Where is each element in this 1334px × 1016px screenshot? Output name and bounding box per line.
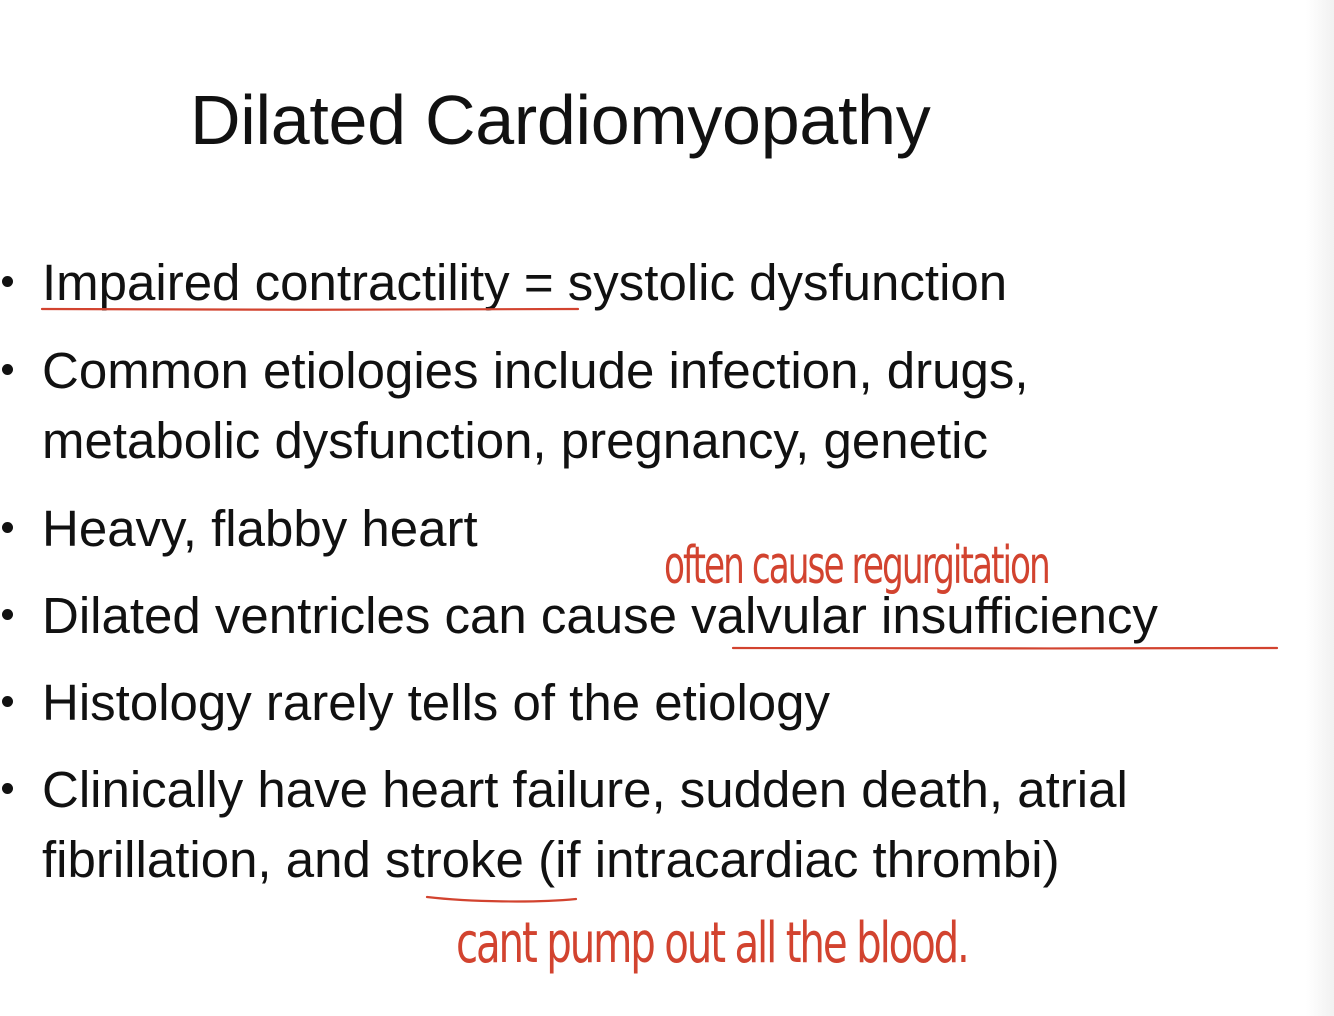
- handwritten-note-pump: cant pump out all the blood.: [456, 911, 968, 976]
- bullet-text-continued: metabolic dysfunction, pregnancy, genetic: [42, 412, 988, 469]
- bullet-text: Impaired contractility = systolic dysfunction: [42, 254, 1008, 311]
- bullet-dot-icon: [2, 276, 13, 287]
- bullet-dot-icon: [2, 609, 13, 620]
- slide-title: Dilated Cardiomyopathy: [190, 81, 931, 159]
- ink-underline-stroke: [427, 897, 576, 901]
- bullet-text: Histology rarely tells of the etiology: [42, 674, 831, 731]
- bullet-text: Dilated ventricles can cause valvular insufficiency: [42, 587, 1158, 644]
- bullet-dot-icon: [2, 364, 13, 375]
- bullet-text: Common etiologies include infection, drugs,: [42, 342, 1029, 399]
- window-edge: [1306, 0, 1334, 1016]
- bullet-dot-icon: [2, 696, 13, 707]
- bullet-text-continued: fibrillation, and stroke (if intracardiac thrombi): [42, 831, 1060, 888]
- bullet-dot-icon: [2, 783, 13, 794]
- bullet-text: Heavy, flabby heart: [42, 500, 478, 557]
- handwritten-note-regurgitation: often cause regurgitation: [664, 536, 1049, 596]
- bullet-text: Clinically have heart failure, sudden death, atrial: [42, 761, 1128, 818]
- bullet-dot-icon: [2, 522, 13, 533]
